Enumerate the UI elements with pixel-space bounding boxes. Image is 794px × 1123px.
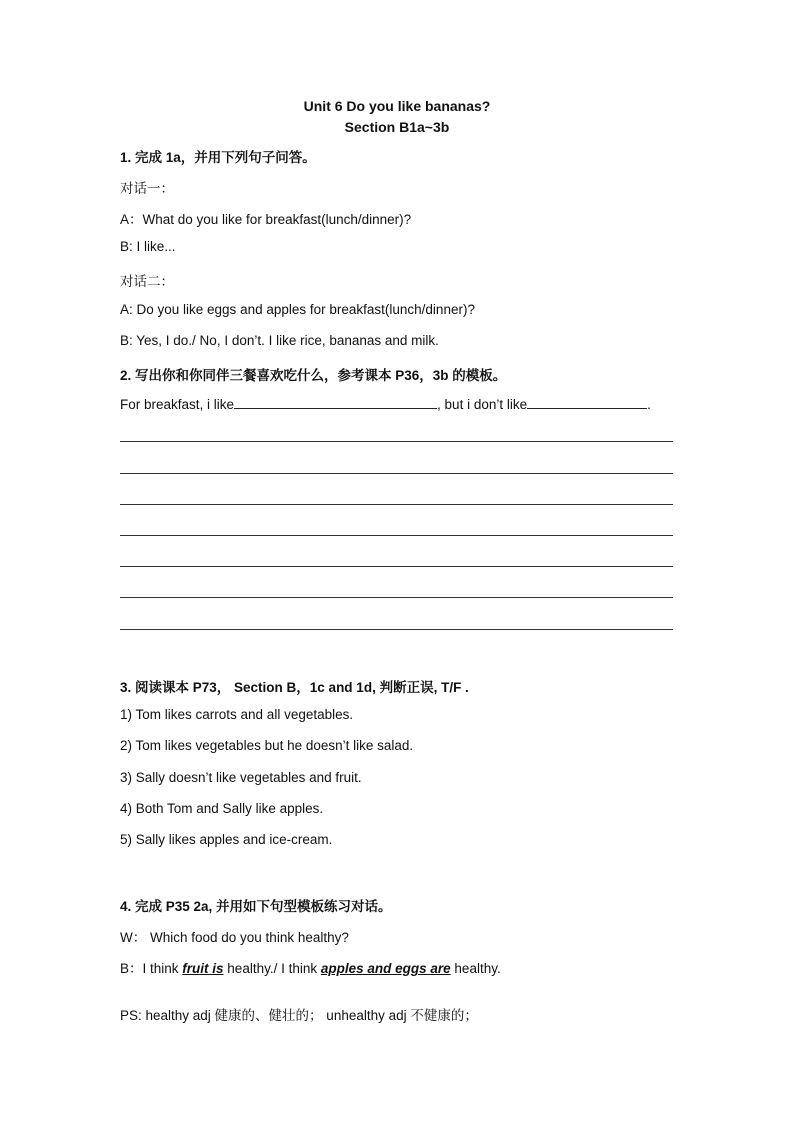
writing-line[interactable]: [120, 597, 673, 598]
breakfast-dislike-blank[interactable]: [527, 396, 647, 409]
q3-heading: 3. 阅读课本 P73， Section B，1c and 1d, 判断正误, T/F .: [120, 680, 469, 695]
breakfast-like-blank[interactable]: [234, 396, 437, 409]
q3-item-5: 5) Sally likes apples and ice-cream.: [120, 832, 333, 847]
q4-ps-note: PS: healthy adj 健康的、健壮的； unhealthy adj 不健康的；: [120, 1008, 478, 1023]
q1-heading: 1. 完成 1a，并用下列句子问答。: [120, 150, 316, 165]
writing-line[interactable]: [120, 441, 673, 442]
q2-template-sentence: [120, 396, 651, 412]
q1-dialog2-b: B: Yes, I do./ No, I don’t. I like rice, bananas and milk.: [120, 333, 439, 348]
q2-heading: 2. 写出你和你同伴三餐喜欢吃什么，参考课本 P36，3b 的模板。: [120, 368, 507, 383]
writing-line[interactable]: [120, 629, 673, 630]
q4-heading: 4. 完成 P35 2a, 并用如下句型模板练习对话。: [120, 899, 392, 914]
q3-item-1: 1) Tom likes carrots and all vegetables.: [120, 707, 354, 722]
q2-template-part1: For breakfast, i like: [120, 397, 235, 412]
q4-b-emph-fruit: fruit is: [182, 961, 224, 976]
q1-dialog2-label: 对话二：: [120, 274, 174, 289]
q3-item-2: 2) Tom likes vegetables but he doesn’t like salad.: [120, 738, 414, 753]
q1-dialog2-a: A: Do you like eggs and apples for breakfast(lunch/dinner)?: [120, 302, 475, 317]
q4-b-mid: healthy./ I think: [223, 961, 321, 976]
q3-item-4: 4) Both Tom and Sally like apples.: [120, 801, 324, 816]
q2-template-end: .: [647, 397, 651, 412]
q4-b-prefix: B：I think: [120, 961, 183, 976]
writing-line[interactable]: [120, 566, 673, 567]
page-title: Unit 6 Do you like bananas?: [303, 98, 491, 114]
q2-template-part2: , but i don’t like: [437, 397, 528, 412]
q4-b-suffix: healthy.: [450, 961, 501, 976]
q4-b-line: [120, 957, 501, 977]
page-subtitle: Section B1a~3b: [344, 119, 450, 135]
writing-line[interactable]: [120, 473, 673, 474]
q1-dialog1-b: B: I like...: [120, 239, 176, 254]
q4-w-line: W： Which food do you think healthy?: [120, 930, 349, 945]
q1-dialog1-a: A：What do you like for breakfast(lunch/dinner)?: [120, 212, 412, 227]
q4-b-emph-apples: apples and eggs are: [320, 961, 451, 976]
writing-line[interactable]: [120, 504, 673, 505]
q3-item-3: 3) Sally doesn’t like vegetables and fruit.: [120, 770, 362, 785]
q1-dialog1-label: 对话一：: [120, 181, 174, 196]
writing-line[interactable]: [120, 535, 673, 536]
